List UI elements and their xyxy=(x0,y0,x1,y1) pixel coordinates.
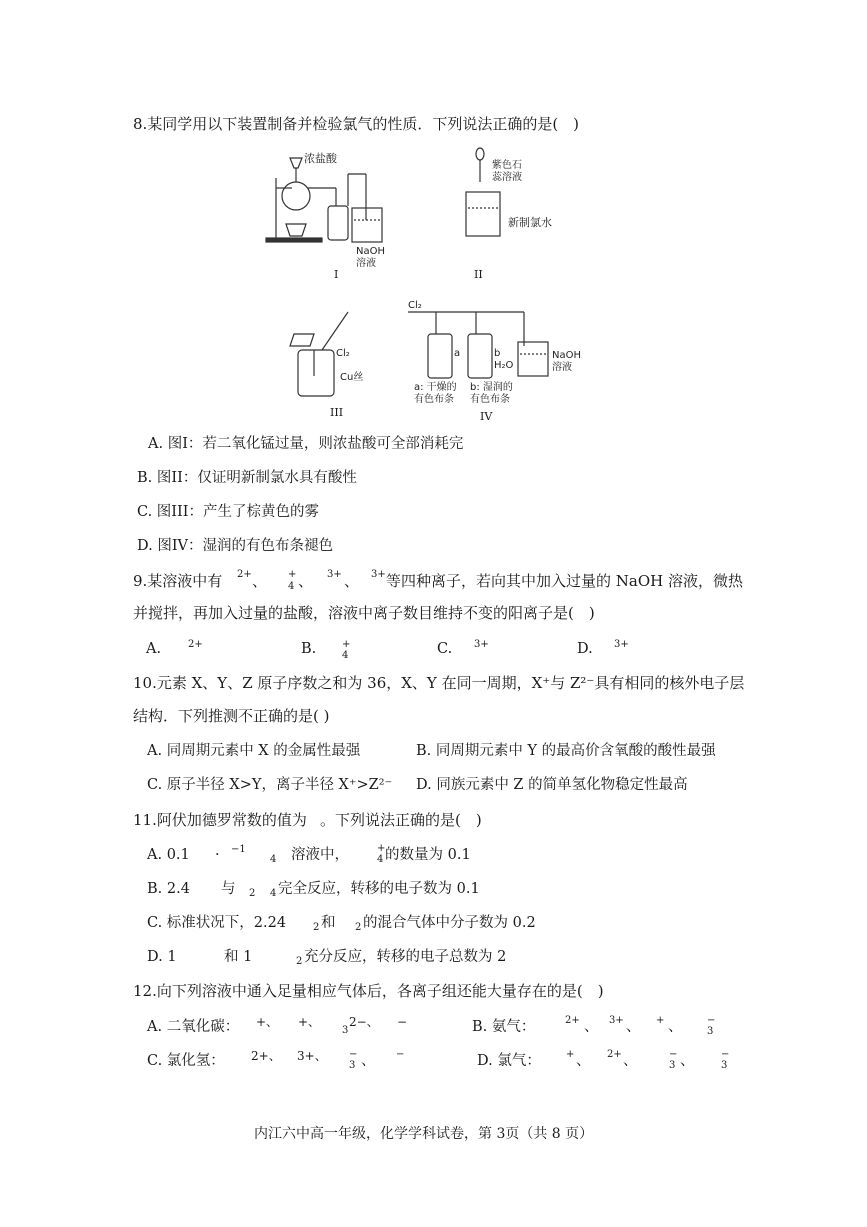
q12-option-d-m1: + xyxy=(566,1049,575,1060)
solution-label-4: 溶液 xyxy=(552,362,572,373)
q12-option-b-sep1: 、 xyxy=(584,1019,599,1035)
q9-sep-1: 、 xyxy=(252,572,268,590)
q11-option-d-sub: 2 xyxy=(296,956,303,967)
q12-option-d-sep3: 、 xyxy=(680,1053,695,1069)
q9-sep-2: 、 xyxy=(298,572,314,590)
figure-4-numeral: IV xyxy=(480,410,493,423)
q12-option-d: D. 氯气： xyxy=(477,1053,541,1069)
q10-line1: 10.元素 X、Y、Z 原子序数之和为 36，X、Y 在同一周期，X⁺与 Z²⁻具有相同的核外电子层 xyxy=(133,674,745,692)
q11-option-a-sub2: 4 xyxy=(377,854,384,865)
q12-option-c-m4: − xyxy=(396,1049,405,1060)
q8-option-a: A. 图I：若二氧化锰过量，则浓盐酸可全部消耗完 xyxy=(148,436,464,452)
cl2-input-label: Cl₂ xyxy=(408,300,422,311)
q8-option-d: D. 图IV：湿润的有色布条褪色 xyxy=(137,538,334,554)
q12-option-d-m2: 2+ xyxy=(607,1049,622,1060)
q12-option-a: A. 二氧化碳： xyxy=(147,1019,240,1035)
q12-option-b-sep2: 、 xyxy=(626,1019,641,1035)
q9-line1-start: 9.某溶液中有 xyxy=(133,572,223,590)
figure-1-numeral: I xyxy=(334,268,339,281)
cu-wire-label: Cu丝 xyxy=(340,372,364,383)
q11-option-b-sub1: 2 xyxy=(249,888,256,899)
q10-option-c: C. 原子半径 X>Y，离子半径 X⁺>Z²⁻ xyxy=(147,777,393,793)
q9-line1-end: 等四种离子，若向其中加入过量的 NaOH 溶液，微热 xyxy=(386,572,743,590)
q12-option-c-m3: − xyxy=(349,1049,358,1060)
q10-option-d: D. 同族元素中 Z 的简单氢化物稳定性最高 xyxy=(416,777,688,793)
q11-option-a-sup2: + xyxy=(377,843,386,854)
conc-hcl-label: 浓盐酸 xyxy=(304,152,337,165)
page-footer: 内江六中高一年级，化学学科试卷，第 3页（共 8 页） xyxy=(254,1126,594,1142)
q12-option-d-sub1: 3 xyxy=(669,1060,676,1071)
q11-option-b-1: B. 2.4 xyxy=(147,881,190,897)
q12-option-a-m1: +、 xyxy=(256,1015,279,1029)
q12-option-b-sub: 3 xyxy=(707,1026,714,1037)
q11-option-a-dot: · xyxy=(215,847,220,863)
q11-option-a-sub: 4 xyxy=(270,854,277,865)
q11-option-b-sub2: 4 xyxy=(270,888,277,899)
q10-option-b: B. 同周期元素中 Y 的最高价含氧酸的酸性最强 xyxy=(416,743,716,759)
h2o-label: H₂O xyxy=(494,360,514,371)
q11-option-b-3: 完全反应，转移的电子数为 0.1 xyxy=(278,881,480,897)
q12-option-b-m2: 3+ xyxy=(609,1015,624,1026)
q9-option-d: D. xyxy=(577,641,593,657)
q11-option-c-2: 和 xyxy=(321,915,336,931)
q12-option-b-m4: − xyxy=(707,1015,716,1026)
q11-stem-start: 11.阿伏加德罗常数的值为 xyxy=(133,811,307,829)
q12-option-b-m3: + xyxy=(656,1015,665,1026)
q9-sep-3: 、 xyxy=(344,572,360,590)
figure-3-numeral: III xyxy=(330,406,344,419)
q8-option-c: C. 图III：产生了棕黄色的雾 xyxy=(137,504,319,520)
q11-option-a-1: A. 0.1 xyxy=(147,847,190,863)
q9-option-b-sub: 4 xyxy=(342,650,349,661)
q12-option-a-m2: +、 xyxy=(298,1015,321,1029)
q11-option-a-3: 的数量为 0.1 xyxy=(385,847,471,863)
q11-option-d-2: 和 1 xyxy=(224,949,253,965)
q11-option-b-2: 与 xyxy=(221,881,236,897)
q8-option-b: B. 图II：仅证明新制氯水具有酸性 xyxy=(137,470,357,486)
b-desc-1: b: 湿润的 xyxy=(470,382,513,393)
figure-3-copper-wire xyxy=(286,304,376,400)
q9-option-a: A. xyxy=(146,641,162,657)
litmus-label-1: 紫色石 xyxy=(492,160,522,171)
figure-2-litmus-test xyxy=(452,146,572,246)
q12-option-d-sep2: 、 xyxy=(623,1053,638,1069)
q12-option-b: B. 氨气： xyxy=(472,1019,536,1035)
q12-option-c-m1: 2+、 xyxy=(251,1049,281,1063)
q12-stem: 12.向下列溶液中通入足量相应气体后，各离子组还能大量存在的是( ) xyxy=(133,982,604,1000)
q12-option-c-m2: 3+、 xyxy=(297,1049,327,1063)
b-desc-2: 有色布条 xyxy=(470,394,510,405)
q12-option-c: C. 氯化氢： xyxy=(147,1053,225,1069)
q9-sup-1: 2+ xyxy=(237,569,252,580)
q9-option-a-sup: 2+ xyxy=(188,639,203,650)
q12-option-c-sep: 、 xyxy=(361,1053,376,1069)
q12-option-d-sep1: 、 xyxy=(576,1053,591,1069)
naoh-label: NaOH xyxy=(356,246,385,257)
a-desc-1: a: 干燥的 xyxy=(414,382,457,393)
chlorine-water-label: 新制氯水 xyxy=(508,216,552,229)
q9-option-c: C. xyxy=(437,641,453,657)
q11-option-c-sub2: 2 xyxy=(355,922,362,933)
q12-option-d-sub2: 3 xyxy=(721,1060,728,1071)
q12-option-a-m3: 2−、 xyxy=(349,1015,379,1029)
q9-option-d-sup: 3+ xyxy=(614,639,629,650)
q11-option-d-1: D. 1 xyxy=(147,949,177,965)
q11-option-c-3: 的混合气体中分子数为 0.2 xyxy=(363,915,536,931)
q11-option-d-3: 充分反应，转移的电子总数为 2 xyxy=(304,949,507,965)
q9-option-b-sup: + xyxy=(342,639,351,650)
bottle-a-label: a xyxy=(454,348,461,359)
q8-stem: 8.某同学用以下装置制备并检验氯气的性质．下列说法正确的是( ) xyxy=(133,115,580,133)
q9-sup-4: 3+ xyxy=(371,569,386,580)
q10-line2: 结构．下列推测不正确的是( ) xyxy=(133,707,330,725)
q10-option-a: A. 同周期元素中 X 的金属性最强 xyxy=(147,743,361,759)
q9-sup-3: 3+ xyxy=(327,569,342,580)
bottle-b-label: b xyxy=(494,348,501,359)
litmus-label-2: 蕊溶液 xyxy=(492,172,522,183)
q12-option-b-sep3: 、 xyxy=(668,1019,683,1035)
q12-option-c-sub: 3 xyxy=(349,1060,356,1071)
q12-option-b-m1: 2+ xyxy=(565,1015,580,1026)
q9-sup-2: + xyxy=(288,569,297,580)
q9-option-c-sup: 3+ xyxy=(474,639,489,650)
q11-option-c-1: C. 标准状况下，2.24 xyxy=(147,915,287,931)
q11-stem-end: 。下列说法正确的是( ) xyxy=(320,811,482,829)
q11-option-c-sub1: 2 xyxy=(313,922,320,933)
figure-4-bleaching-test xyxy=(406,294,586,410)
q11-option-a-2: 溶液中， xyxy=(291,847,349,863)
naoh-label-4: NaOH xyxy=(552,350,581,361)
a-desc-2: 有色布条 xyxy=(414,394,454,405)
figure-2-numeral: II xyxy=(474,268,483,281)
q12-option-a-sub: 3 xyxy=(342,1025,349,1036)
q12-option-d-m4: − xyxy=(721,1049,730,1060)
q11-option-a-sup: −1 xyxy=(231,844,246,855)
figure-1-chlorine-generator xyxy=(262,148,392,278)
q9-sub-1: 4 xyxy=(288,581,295,592)
cl2-label: Cl₂ xyxy=(336,348,350,359)
q12-option-a-m4: − xyxy=(397,1015,408,1029)
solution-label: 溶液 xyxy=(356,258,376,269)
q12-option-d-m3: − xyxy=(669,1049,678,1060)
q9-line2: 并搅拌，再加入过量的盐酸，溶液中离子数目维持不变的阳离子是( ) xyxy=(133,604,595,622)
q9-option-b: B. xyxy=(301,641,317,657)
